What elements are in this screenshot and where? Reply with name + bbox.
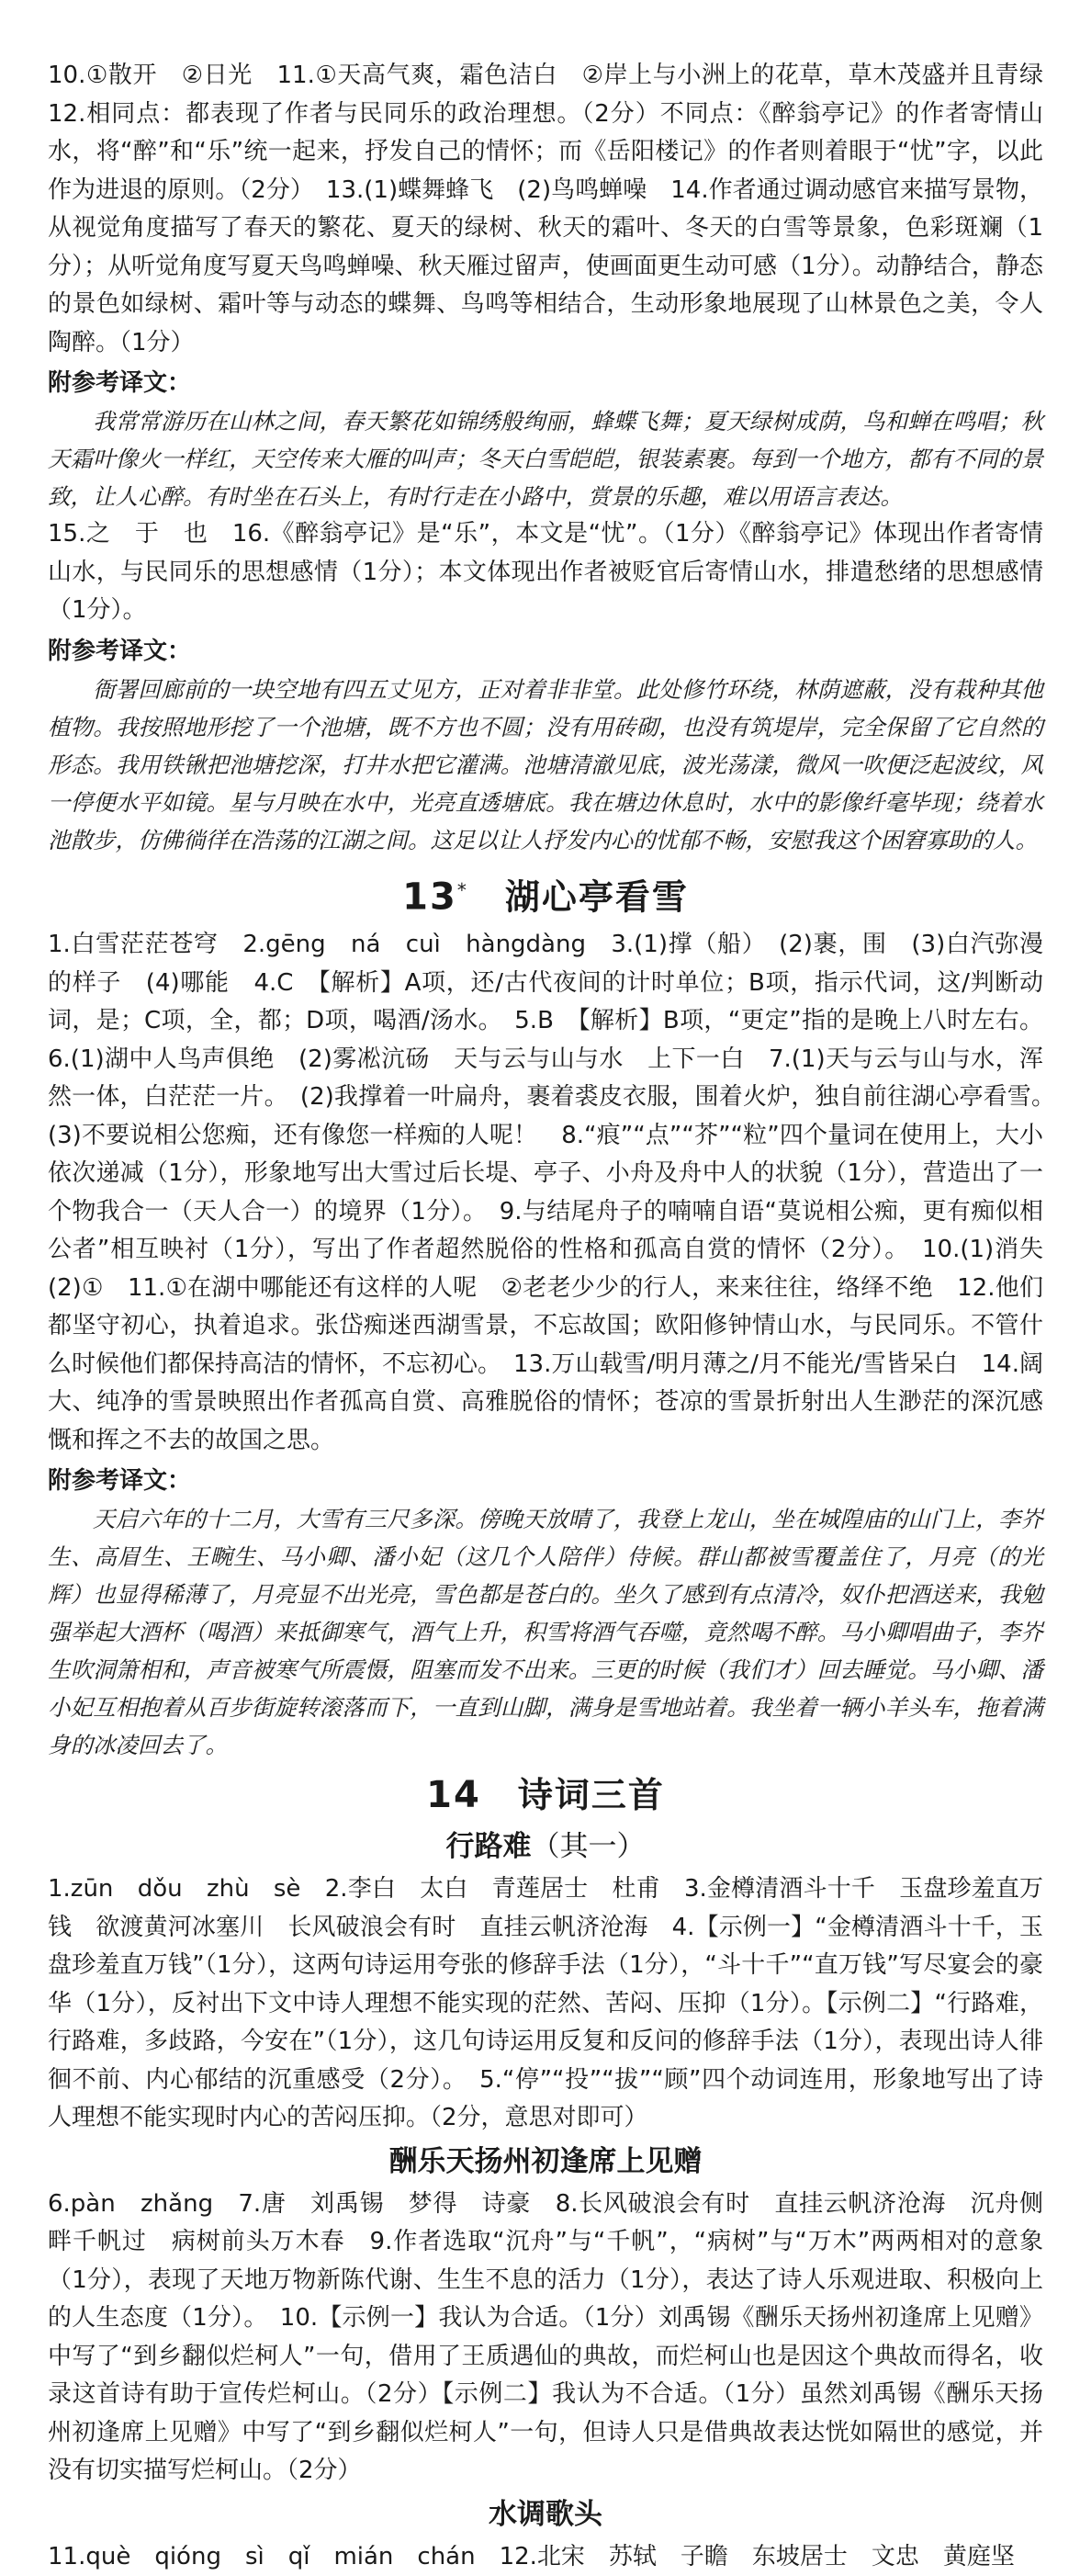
- poem-name: 行路难: [445, 1830, 532, 1864]
- poem-title-shuidiaogetou: [48, 2492, 1043, 2536]
- lesson-number: 13: [402, 876, 457, 919]
- reference-translation-paragraph: 我常常游历在山林之间，春天繁花如锦绣般绚丽，蜂蝶飞舞；夏天绿树成荫，鸟和蝉在鸣唱；秋天霜叶像火一样红，天空传来大雁的叫声；冬天白雪皑皑，银装素裹。每到一个地方，都有不同的景致，让人心醉。有时坐在石头上，有时行走在小路中，赏景的乐趣，难以用语言表达。: [48, 408, 1043, 510]
- poem-1-answers: 1.zūn dǒu zhù sè 2.李白 太白 青莲居士 杜甫 3.金樽清酒斗十千 玉盘珍羞直万钱 欲渡黄河冰塞川 长风破浪会有时 直挂云帆济沧海 4.【示例一】“金樽清酒斗十千，玉盘珍羞直万钱”（1分），这两句诗运用夸张的修辞手法（1分），“斗十千”“直万钱”写尽宴会的豪华（1分），反衬出下文中诗人理想不能实现的茫然、苦闷、压抑（1分）。【示例二】“行路难，行路难，多歧路，今安在”（1分），这几句诗运用反复和反问的修辞手法（1分），表现出诗人徘徊不前、内心郁结的沉重感受（2分）。 5.“停”“投”“拔”“顾”四个动词连用，形象地写出了诗人理想不能实现时内心的苦闷压抑。（2分，意思对即可）: [48, 1875, 1043, 2132]
- reference-translation-heading: 附参考译文：: [48, 369, 192, 397]
- poem-name: 酬乐天扬州初逢席上见赠: [388, 2144, 703, 2178]
- poem-3-answers: 11.què qióng sì qǐ mián chán 12.北宋 苏轼 子瞻 东坡居士 文忠 黄庭坚: [48, 2542, 1015, 2570]
- section12-answers-part1: 10.①散开 ②日光 11.①天高气爽，霜色洁白 ②岸上与小洲上的花草，草木茂盛并且青绿 12.相同点：都表现了作者与民同乐的政治理想。（2分）不同点：《醉翁亭记》的作者寄情山水，将“醉”和“乐”统一起来，抒发自己的情怀；而《岳阳楼记》的作者则着眼于“忧”字，以此作为进退的原则。（2分） 13.(1)蝶舞蜂飞 (2)鸟鸣蝉噪 14.作者通过调动感官来描写景物，从视觉角度描写了春天的繁花、夏天的绿树、秋天的霜叶、冬天的白雪等景象，色彩斑斓（1分）；从听觉角度写夏天鸟鸣蝉噪、秋天雁过留声，使画面更生动可感（1分）。动静结合，静态的景色如绿树、霜叶等与动态的蝶舞、鸟鸣等相结合，生动形象地展现了山林景色之美，令人陶醉。（1分）: [48, 62, 1068, 356]
- poem-title-chouletian: [48, 2140, 1043, 2184]
- reference-translation-heading: 附参考译文：: [48, 637, 192, 665]
- poem-subtitle: （其一）: [531, 1830, 646, 1864]
- lesson-13-title: [48, 864, 1043, 923]
- section12-answers-part2: 15.之 于 也 16.《醉翁亭记》是“乐”，本文是“忧”。（1分）《醉翁亭记》体现出作者寄情山水，与民同乐的思想感情（1分）；本文体现出作者被贬官后寄情山水，排遣愁绪的思想感情（1分）。: [48, 520, 1043, 624]
- reference-translation-paragraph: 衙署回廊前的一块空地有四五丈见方，正对着非非堂。此处修竹环绕，林荫遮蔽，没有栽种其他植物。我按照地形挖了一个池塘，既不方也不圆；没有用砖砌，也没有筑堤岸，完全保留了它自然的形态。我用铁锹把池塘挖深，打井水把它灌满。池塘清澈见底，波光荡漾，微风一吹便泛起波纹，风一停便水平如镜。星与月映在水中，光亮直透塘底。我在塘边休息时，水中的影像纤毫毕现；绕着水池散步，仿佛徜徉在浩荡的江湖之间。这足以让人抒发内心的忧郁不畅，安慰我这个困窘寡助的人。: [48, 675, 1043, 853]
- poem-title-xinglunan: [48, 1825, 1043, 1869]
- reference-translation-heading: 附参考译文：: [48, 1467, 192, 1496]
- lesson-name: 湖心亭看雪: [504, 876, 689, 918]
- lesson-13-answers: 1.白雪茫茫苍穹 2.gēng ná cuì hàngdàng 3.(1)撑（船） (2)裹，围 (3)白汽弥漫的样子 (4)哪能 4.C 【解析】A项，还/古代夜间的计时单位；B项，指示代词，这/判断动词，是；C项，全，都；D项，喝酒/汤水。 5.B 【解析】B项，“更定”指的是晚上八时左右。6.(1)湖中人鸟声俱绝 (2)雾凇沆砀 天与云与山与水 上下一白 7.(1)天与云与山与水，浑然一体，白茫茫一片。 (2)我撑着一叶扁舟，裹着裘皮衣服，围着火炉，独自前往湖心亭看雪。 (3)不要说相公您痴，还有像您一样痴的人呢！ 8.“痕”“点”“芥”“粒”四个量词在使用上，大小依次递减（1分），形象地写出大雪过后长堤、亭子、小舟及舟中人的状貌（1分），营造出了一个物我合一（天人合一）的境界（1分）。 9.与结尾舟子的喃喃自语“莫说相公痴，更有痴似相公者”相互映衬（1分），写出了作者超然脱俗的性格和孤高自赏的情怀（2分）。 10.(1)消失 (2)① 11.①在湖中哪能还有这样的人呢 ②老老少少的行人，来来往往，络绎不绝 12.他们都坚守初心，执着追求。张岱痴迷西湖雪景，不忘故国；欧阳修钟情山水，与民同乐。不管什么时候他们都保持高洁的情怀，不忘初心。 13.万山载雪/明月薄之/月不能光/雪皆呆白 14.阔大、纯净的雪景映照出作者孤高自赏、高雅脱俗的情怀；苍凉的雪景折射出人生渺茫的深沉感慨和挥之不去的故国之思。: [48, 931, 1068, 1454]
- reference-translation-paragraph: 天启六年的十二月，大雪有三尺多深。傍晚天放晴了，我登上龙山，坐在城隍庙的山门上，李岕生、高眉生、王畹生、马小卿、潘小妃（这几个人陪伴）侍候。群山都被雪覆盖住了，月亮（的光辉）也显得稀薄了，月亮显不出光亮，雪色都是苍白的。坐久了感到有点清冷，奴仆把酒送来，我勉强举起大酒杯（喝酒）来抵御寒气，酒气上升，积雪将酒气吞噬，竟然喝不醉。马小卿唱曲子，李岕生吹洞箫相和，声音被寒气所震慑，阻塞而发不出来。三更的时候（我们才）回去睡觉。马小卿、潘小妃互相抱着从百步街旋转滚落而下，一直到山脚，满身是雪地站着。我坐着一辆小羊头车，拖着满身的冰凌回去了。: [48, 1506, 1043, 1759]
- lesson-name: 诗词三首: [517, 1775, 665, 1816]
- poem-name: 水调歌头: [489, 2497, 602, 2531]
- poem-2-answers: 6.pàn zhǎng 7.唐 刘禹锡 梦得 诗豪 8.长风破浪会有时 直挂云帆济沧海 沉舟侧畔千帆过 病树前头万木春 9.作者选取“沉舟”与“千帆”，“病树”与“万木”两两相对的意象（1分），表现了天地万物新陈代谢、生生不息的活力（1分），表达了诗人乐观进取、积极向上的人生态度（1分）。 10.【示例一】我认为合适。（1分）刘禹锡《酬乐天扬州初逢席上见赠》中写了“到乡翻似烂柯人”一句，借用了王质遇仙的典故，而烂柯山也是因这个典故而得名，收录这首诗有助于宣传烂柯山。（2分）【示例二】我认为不合适。（1分）虽然刘禹锡《酬乐天扬州初逢席上见赠》中写了“到乡翻似烂柯人”一句，但诗人只是借典故表达恍如隔世的感觉，并没有切实描写烂柯山。（2分）: [48, 2189, 1043, 2485]
- lesson-number: 14: [426, 1774, 481, 1817]
- elective-mark: *: [456, 878, 468, 901]
- lesson-14-title: [48, 1769, 1043, 1821]
